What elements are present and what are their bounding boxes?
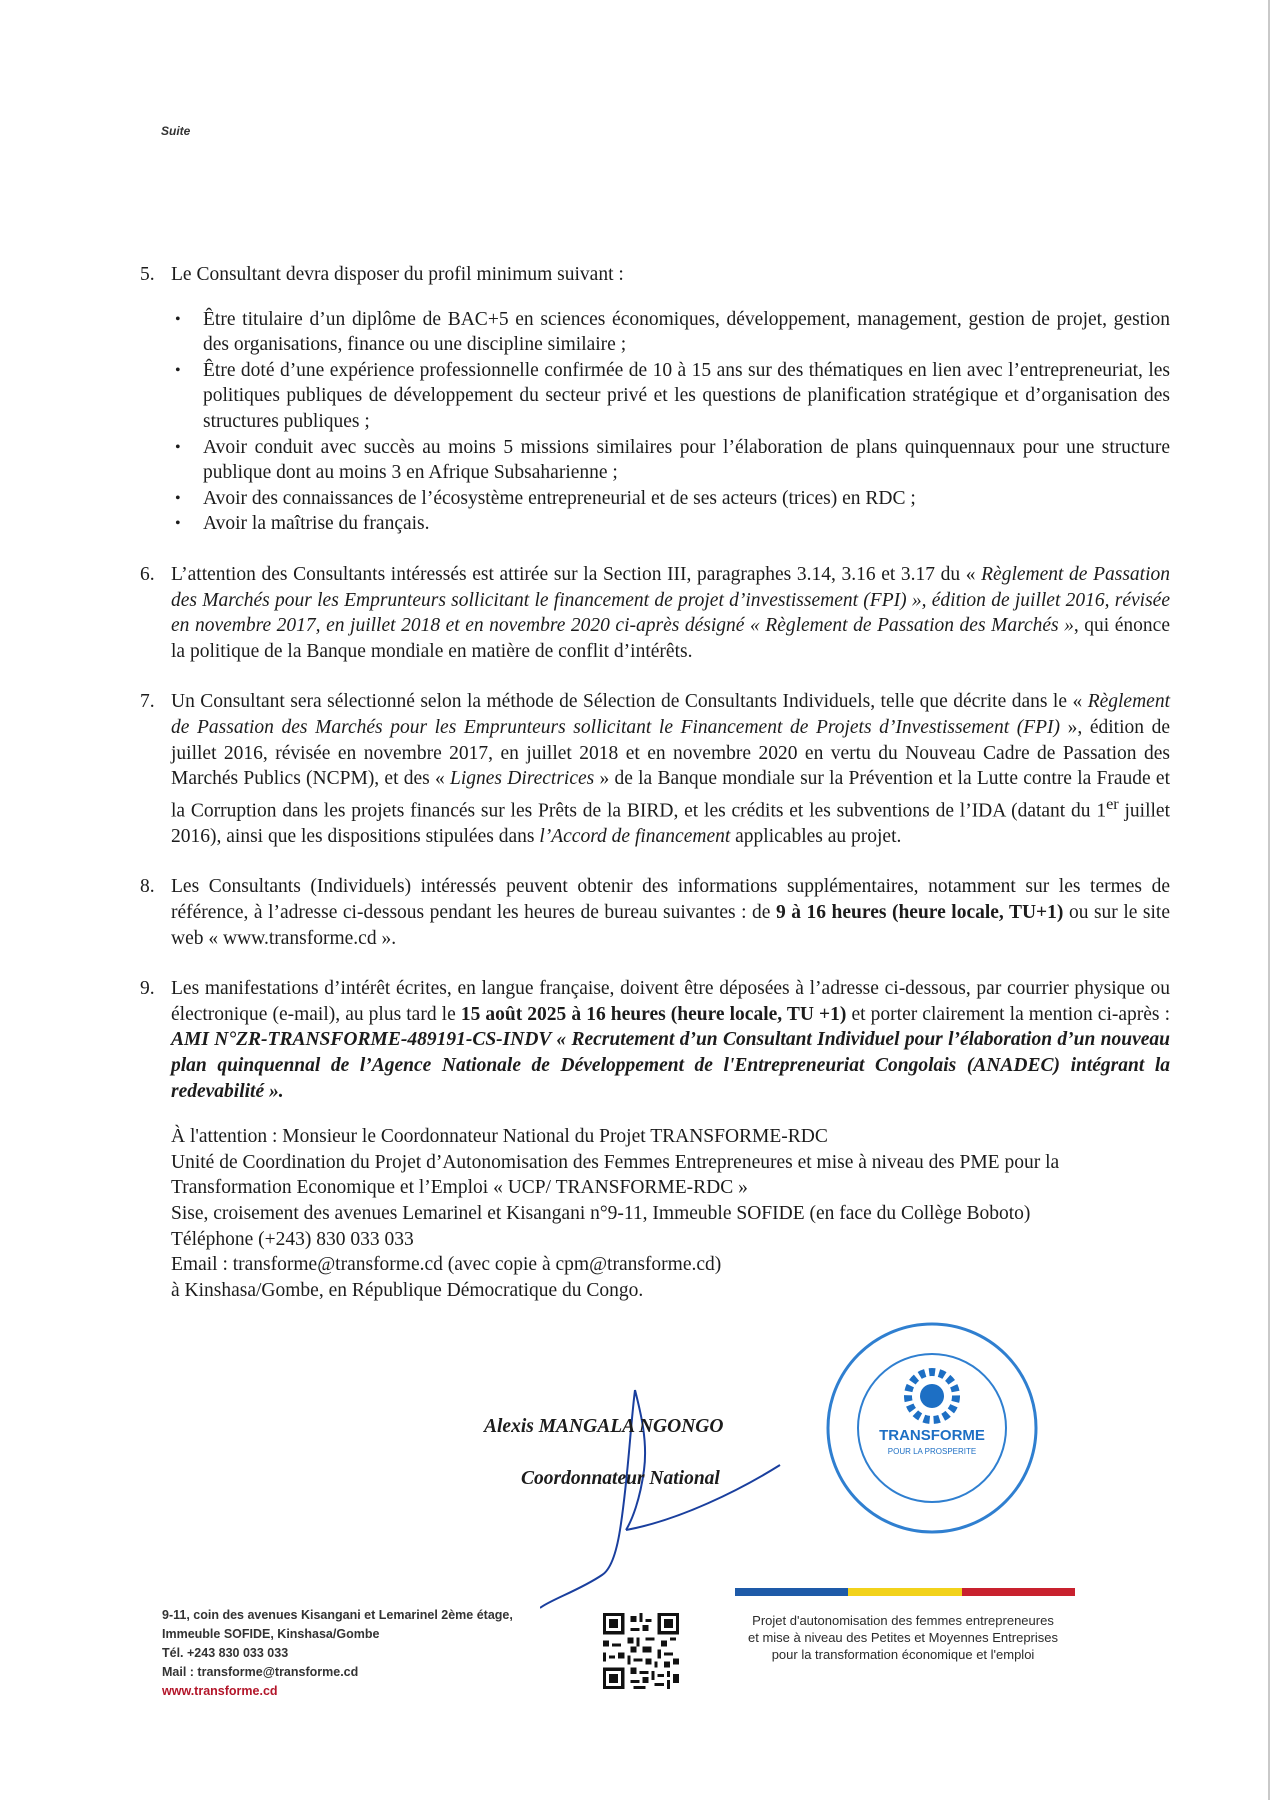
address-line: À l'attention : Monsieur le Coordonnateur National du Projet TRANSFORME-RDC: [171, 1126, 828, 1148]
footer-address: [162, 1606, 513, 1701]
section-8: [140, 874, 1170, 951]
address-line: Sise, croisement des avenues Lemarinel et Kisangani n°9-11, Immeuble SOFIDE (en face du Collège Boboto): [171, 1202, 1031, 1224]
footer-project-description: [733, 1612, 1073, 1663]
agreement-title: l’Accord de financement: [539, 825, 731, 847]
footer-address-line: Mail : transforme@transforme.cd: [162, 1665, 359, 1679]
section-number: 5.: [140, 264, 155, 285]
footer-project-line: pour la transformation économique et l'emploi: [771, 1647, 1035, 1662]
text: », édition de juillet 2016, révisée en novembre 2017, en juillet 2018 et en novembre 2020 en vertu du Nouveau Cadre de Passation des Marchés Publics (NCPM), et des «: [171, 716, 1170, 790]
signer-name: Alexis MANGALA NGONGO: [484, 1416, 724, 1437]
office-hours: 9 à 16 heures (heure locale, TU+1): [775, 901, 1064, 923]
footer-project-line: Projet d'autonomisation des femmes entrepreneures: [752, 1613, 1054, 1628]
page-edge: [1268, 0, 1270, 1800]
deadline: 15 août 2025 à 16 heures (heure locale, TU +1): [460, 1003, 847, 1025]
section-5-intro: Le Consultant devra disposer du profil minimum suivant :: [171, 264, 624, 285]
section-number: 7.: [140, 691, 155, 713]
text: ou sur le site web « www.transforme.cd ».: [171, 901, 1170, 949]
address-line: à Kinshasa/Gombe, en République Démocratique du Congo.: [171, 1279, 644, 1301]
color-stripe-blue: [735, 1588, 848, 1596]
text: et porter clairement la mention ci-après :: [846, 1003, 1170, 1025]
continuation-label: Suite: [161, 124, 191, 138]
text: L’attention des Consultants intéressés est attirée sur la Section III, paragraphes 3.14, 3.16 et 3.17 du «: [171, 563, 982, 585]
footer-address-line: Tél. +243 830 033 033: [162, 1646, 289, 1660]
required-mention: AMI N°ZR-TRANSFORME-489191-CS-INDV « Recrutement d’un Consultant Individuel pour l’élaboration d’un nouveau plan quinquennal de l’Agence Nationale de Développement de l'Entrepreneuriat Congolais (ANADEC) intégrant la redevabilité ».: [171, 1029, 1170, 1102]
signer-title: Coordonnateur National: [521, 1468, 720, 1489]
qr-code[interactable]: [603, 1613, 679, 1689]
section-number: 6.: [140, 563, 155, 585]
document-body: [140, 262, 1170, 1303]
section-number: 8.: [140, 876, 155, 898]
section-number: 9.: [140, 978, 155, 1000]
address-line: Téléphone (+243) 830 033 033: [171, 1228, 414, 1250]
text: Les Consultants (Individuels) intéressés peuvent obtenir des informations supplémentaires, notamment sur les termes de référence, à l’adresse ci-dessous pendant les heures de bureau suivantes : de: [171, 876, 1170, 923]
color-stripe-yellow: [848, 1588, 961, 1596]
stamp-tagline: POUR LA PROSPERITE: [887, 1447, 977, 1456]
profile-requirements-list: [171, 307, 1170, 537]
address-line: Email : transforme@transforme.cd (avec copie à cpm@transforme.cd): [171, 1254, 722, 1276]
superscript: er: [1106, 794, 1119, 813]
footer-address-line: Immeuble SOFIDE, Kinshasa/Gombe: [162, 1627, 380, 1641]
section-5: [140, 262, 1170, 537]
official-stamp: [822, 1318, 1042, 1538]
text: Les manifestations d’intérêt écrites, en langue française, doivent être déposées à l’adresse ci-dessous, par courrier physique ou électronique (e-mail), au plus tard le: [171, 978, 1170, 1025]
text: Un Consultant sera sélectionné selon la méthode de Sélection de Consultants Individuels, telle que décrite dans le «: [171, 691, 1088, 713]
section-7: [140, 689, 1170, 849]
text: juillet 2016), ainsi que les dispositions stipulées dans: [171, 800, 1170, 847]
regulation-title: Règlement de Passation des Marchés pour les Emprunteurs sollicitant le Financement de Projets d’Investissement (FPI): [171, 691, 1170, 738]
text: , qui énonce la politique de la Banque mondiale en matière de conflit d’intérêts.: [171, 615, 1170, 662]
list-item: • Avoir la maîtrise du français.: [171, 511, 1170, 537]
handwritten-signature: [540, 1370, 800, 1610]
guidelines-title: Lignes Directrices: [450, 768, 595, 790]
footer-color-bar: [735, 1588, 1075, 1596]
list-item: • Être titulaire d’un diplôme de BAC+5 en sciences économiques, développement, management, gestion de projet, gestion des organisations, finance ou une discipline similaire ;: [171, 307, 1170, 358]
regulation-title: Règlement de Passation des Marchés pour les Emprunteurs sollicitant le financement de projet d’investissement (FPI) », édition de juillet 2016, révisée en novembre 2017, en juillet 2018 et en novembre 2020 ci-après désigné « Règlement de Passation des Marchés »: [171, 563, 1170, 637]
footer-website-link[interactable]: www.transforme.cd: [162, 1684, 278, 1698]
section-6: [140, 562, 1170, 664]
contact-address: [140, 1124, 1170, 1303]
text: » de la Banque mondiale sur la Prévention et la Lutte contre la Fraude et la Corruption dans les projets financés sur les Prêts de la BIRD, et les crédits et les subventions de l’IDA (datant du 1: [171, 768, 1170, 822]
list-item: • Être doté d’une expérience professionnelle confirmée de 10 à 15 ans sur des thématiques en lien avec l’entrepreneuriat, les politiques publiques de développement du secteur privé et les questions de planification stratégique et d’organisation des structures publiques ;: [171, 358, 1170, 435]
text: applicables au projet.: [730, 825, 902, 847]
color-stripe-red: [962, 1588, 1075, 1596]
section-9: [140, 976, 1170, 1104]
stamp-brand: TRANSFORME: [879, 1427, 985, 1444]
footer-project-line: et mise à niveau des Petites et Moyennes Entreprises: [748, 1630, 1058, 1645]
list-item: • Avoir des connaissances de l’écosystème entrepreneurial et de ses acteurs (trices) en RDC ;: [171, 486, 1170, 512]
list-item: • Avoir conduit avec succès au moins 5 missions similaires pour l’élaboration de plans quinquennaux pour une structure publique dont au moins 3 en Afrique Subsaharienne ;: [171, 435, 1170, 486]
footer-address-line: 9-11, coin des avenues Kisangani et Lemarinel 2ème étage,: [162, 1608, 513, 1622]
address-line: Unité de Coordination du Projet d’Autonomisation des Femmes Entrepreneures et mise à niveau des PME pour la Transformation Economique et l’Emploi « UCP/ TRANSFORME-RDC »: [171, 1151, 1060, 1199]
